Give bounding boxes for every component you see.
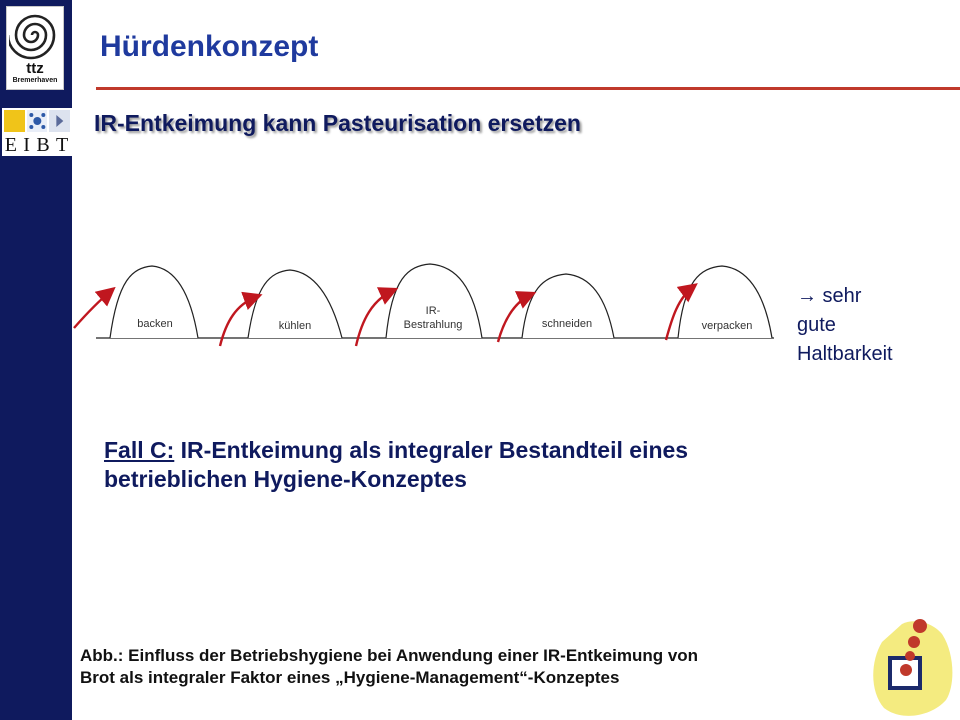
step-label: IR- Bestrahlung: [403, 305, 463, 331]
caption-line: Abb.: Einfluss der Betriebshygiene bei Anwendung einer IR-Entkeimung von: [80, 646, 699, 665]
step-label: backen: [137, 318, 173, 330]
molecule-icon: [27, 110, 48, 132]
caption-line: Brot als integraler Faktor eines „Hygiene-Management“-Konzeptes: [80, 668, 620, 687]
arrow-icon: [49, 110, 70, 132]
eibt-letter: I: [23, 134, 31, 156]
case-prefix: Fall C:: [104, 437, 175, 463]
figure-caption: [80, 645, 870, 689]
ttz-logo: [6, 6, 64, 90]
location-text: Bremerhaven: [12, 77, 58, 84]
page-subtitle: IR-Entkeimung kann Pasteurisation ersetzen: [94, 110, 581, 136]
hurdle-diagram-svg: [66, 250, 786, 350]
step-label: verpacken: [701, 320, 753, 332]
decorative-graphic-icon: [862, 612, 958, 716]
case-statement: [104, 436, 824, 494]
step-label: schneiden: [541, 318, 593, 330]
eibt-letter: T: [56, 134, 70, 156]
eibt-letter: E: [4, 134, 18, 156]
ttz-text: ttz: [26, 60, 44, 77]
eibt-icon-strip: [4, 110, 70, 132]
result-line: Haltbarkeit: [797, 343, 893, 365]
red-arrow-icon: [74, 290, 112, 328]
result-text: [797, 282, 937, 369]
wheat-icon: [4, 110, 25, 132]
result-line: → sehr: [797, 285, 862, 307]
step-label: kühlen: [278, 320, 312, 332]
result-line: gute: [797, 314, 836, 336]
eibt-logo: [2, 108, 72, 156]
title-divider: [96, 87, 960, 90]
eibt-letter: B: [36, 134, 51, 156]
case-text: IR-Entkeimung als integraler Bestandteil eines betrieblichen Hygiene-Konzeptes: [104, 437, 689, 492]
eibt-letters: [2, 134, 72, 157]
page-title: Hürdenkonzept: [100, 30, 319, 63]
swirl-icon: [9, 9, 61, 61]
